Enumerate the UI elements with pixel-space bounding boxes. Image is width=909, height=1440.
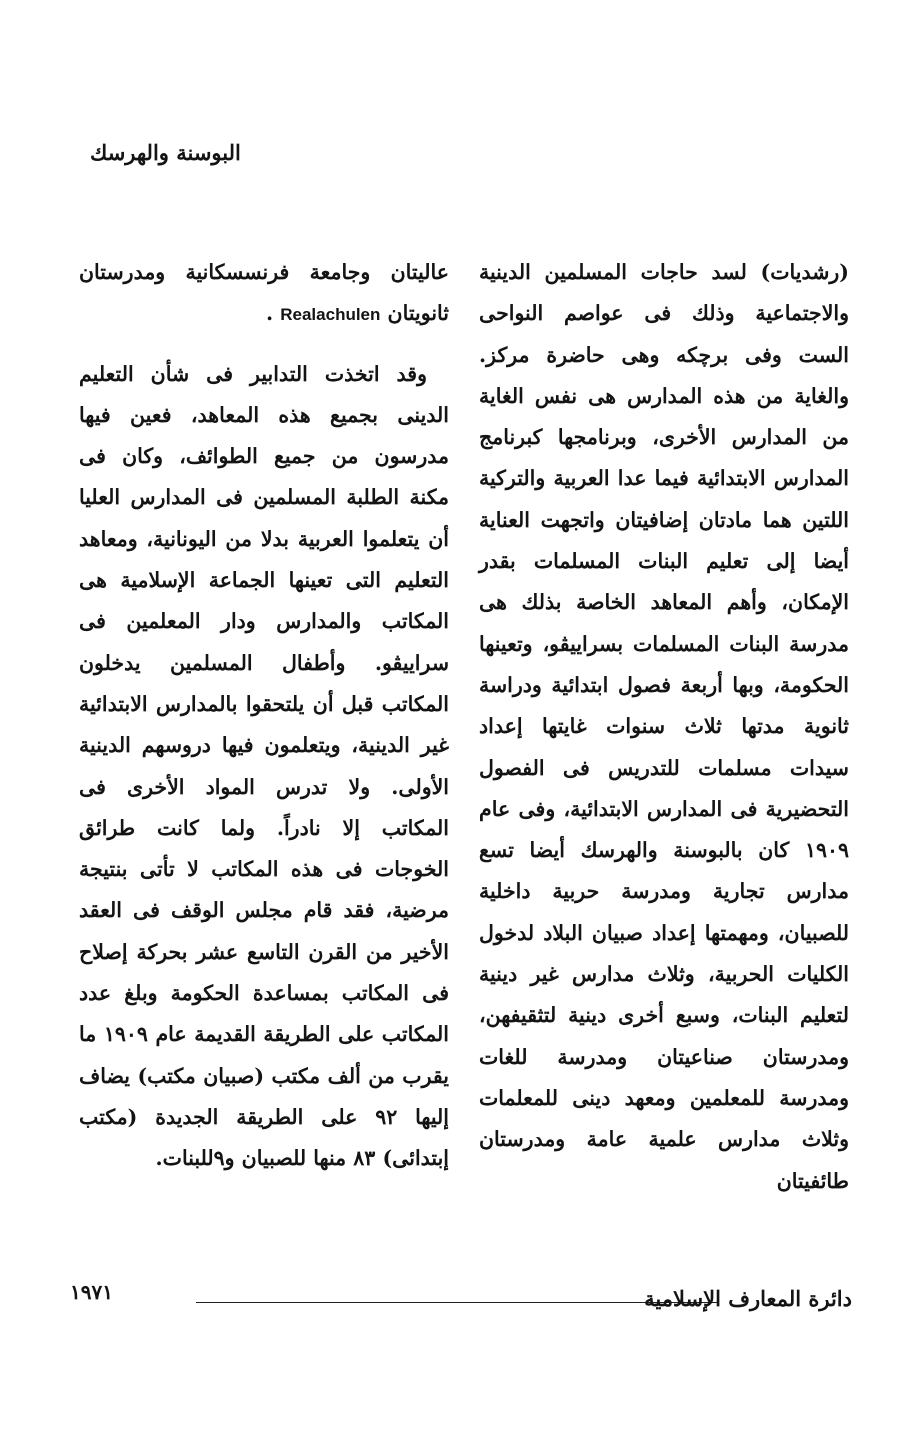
intro-text: عاليتان وجامعة فرنسسكانية ومدرستان ثانويتان: [79, 260, 449, 326]
intro-end: .: [265, 301, 274, 326]
right-column: [479, 252, 849, 1202]
right-column-paragraph: (رشديات) لسد حاجات المسلمين الدينية والاجتماعية وذلك فى عواصم النواحى الست وفى برچكه وهى حاضرة مركز. والغاية من هذه المدارس هى نفس الغاية من المدارس الأخرى، وبرنامجها كبرنامج المدارس الابتدائية فيما عدا العربية والتركية اللتين هما مادتان إضافيتان واتجهت العناية أيضا إلى تعليم البنات المسلمات بقدر الإمكان، وأهم المعاهد الخاصة بذلك هى مدرسة البنات المسلمات بسراييڤو، وتعينها الحكومة، وبها أربعة فصول ابتدائية ودراسة ثانوية مدتها ثلاث سنوات غايتها إعداد سيدات مسلمات للتدريس فى الفصول التحضيرية فى المدارس الابتدائية، وفى عام ١٩٠٩ كان بالبوسنة والهرسك أيضا تسع مدارس تجارية ومدرسة حربية داخلية للصبيان، ومهمتها إعداد صبيان البلاد لدخول الكليات الحربية، وثلاث مدارس غير دينية لتعليم البنات، وسبع أخرى دينية لتثقيفهن، ومدرستان صناعيتان ومدرسة للغات ومدرسة للمعلمين ومعهد دينى للمعلمات وثلاث مدارس علمية عامة ومدرستان طائفيتان: [479, 260, 849, 1193]
footer-rule: [196, 1302, 718, 1303]
running-head: البوسنة والهرسك: [90, 140, 241, 165]
left-column: [79, 252, 449, 1180]
publication-title: دائرة المعارف الإسلامية: [644, 1286, 852, 1311]
left-column-paragraph: وقد اتخذت التدابير فى شأن التعليم الدينى بجميع هذه المعاهد، فعين فيها مدرسون من جميع الطوائف، وكان فى مكنة الطلبة المسلمين فى المدارس العليا أن يتعلموا العربية بدلا من اليونانية، ومعاهد التعليم التى تعينها الجماعة الإسلامية هى المكاتب والمدارس ودار المعلمين فى سراييڤو. وأطفال المسلمين يدخلون المكاتب قبل أن يلتحقوا بالمدارس الابتدائية غير الدينية، ويتعلمون فيها دروسهم الدينية الأولى. ولا تدرس المواد الأخرى فى المكاتب إلا نادراً. ولما كانت طرائق الخوجات فى هذه المكاتب لا تأتى بنتيجة مرضية، فقد قام مجلس الوقف فى العقد الأخير من القرن التاسع عشر بحركة إصلاح فى المكاتب بمساعدة الحكومة وبلغ عدد المكاتب على الطريقة القديمة عام ١٩٠٩ ما يقرب من ألف مكتب (صبيان مكتب) يضاف إليها ٩٢ على الطريقة الجديدة (مكتب إبتدائى) ٨٣ منها للصبيان و٩للبنات.: [79, 361, 449, 1171]
footer: [70, 1280, 852, 1320]
left-column-intro: [79, 252, 449, 336]
latin-term: Realachulen: [280, 305, 381, 325]
page-number: ١٩٧١: [70, 1280, 113, 1304]
